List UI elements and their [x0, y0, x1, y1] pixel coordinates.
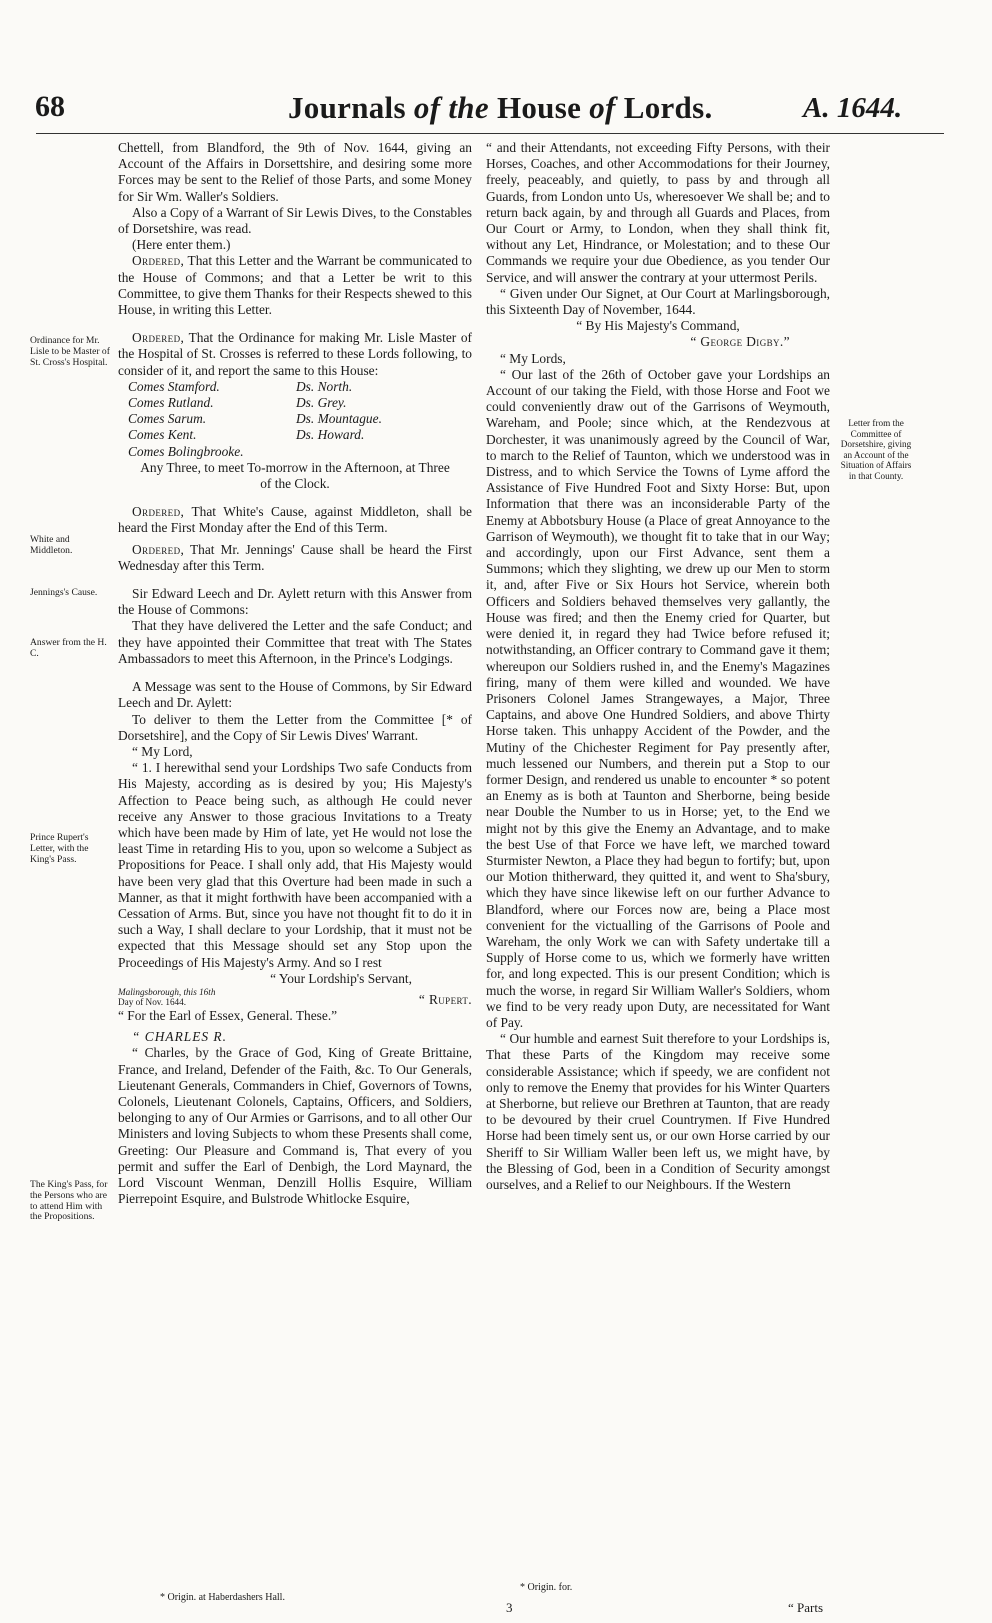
paragraph: Ordered, That the Ordinance for making Mr. Lisle Master of the Hospital of St. Crosses is referred to these Lords following, to consider of it, and report the same to this House:: [118, 330, 472, 378]
kings-heading: “ CHARLES R.: [132, 1029, 227, 1045]
page-number: 68: [35, 90, 65, 123]
paragraph: Sir Edward Leech and Dr. Aylett return with this Answer from the House of Commons:: [118, 586, 472, 618]
year-label: A. 1644.: [803, 92, 903, 124]
right-column: [486, 140, 830, 1193]
paragraph: Also a Copy of a Warrant of Sir Lewis Dives, to the Constables of Dorsetshire, was read.: [118, 204, 472, 237]
paragraph: Ordered, That this Letter and the Warrant be communicated to the House of Commons; and that a Letter be writ to this Committee, to give them Thanks for their Respects shewed to this House, in writing this Letter.: [118, 253, 472, 318]
paragraph: (Here enter them.): [132, 237, 231, 253]
paragraph: “ My Lord,: [132, 743, 193, 759]
running-header: [0, 90, 992, 130]
place-date: Malingsborough, this 16th Day of Nov. 1644.: [118, 986, 216, 1008]
margin-note-answer: Answer from the H. C.: [30, 637, 107, 659]
catchword: “ Parts: [788, 1600, 824, 1615]
paragraph: “ Our humble and earnest Suit therefore to your Lordships is, That these Parts of the Kingdom may receive some considerable Assistance; which if speedy, we are confident not only to remove the Enemy that provides for his Winter Quarters at Sherborne, but relieve our Brethren at Taunton, that are ready to be devoured by their cruel Countrymen. If Five Hundred Horse had been timely sent us, or our own Horse carried by our Sheriff to Sir William Waller been left us, we might have, by the Blessing of God, been in a Condition of Security amongst ourselves, and a Relief to our Neighbours. If the Western: [486, 1031, 830, 1192]
paragraph: Chettell, from Blandford, the 9th of Nov. 1644, giving an Account of the Affairs in Dorsettshire, and desiring some more Forces may be sent to the Relief of those Parts, and some Money for Sir Wm. Waller's Soldiers.: [118, 140, 472, 204]
margin-note-white: White and Middleton.: [30, 534, 73, 556]
paragraph: A Message was sent to the House of Commons, by Sir Edward Leech and Dr. Aylett:: [118, 679, 472, 711]
salutation: “ My Lords,: [500, 350, 566, 366]
signature-mark: 3: [506, 1600, 513, 1615]
paragraph: “ Our last of the 26th of October gave your Lordships an Account of our taking the Field, with those Horse and Foot we could conveniently draw out of the Garrisons of Weymouth, Wareham, and Poole; since which, at the Rendezvous at Dorchester, it was unanimously agreed by the Council of War, to march to the Relief of Taunton, which we understood was in Distress, and to which Service the Towns of Lyme afford the Assistance of Five Hundred Foot and Sixty Horse: But, upon Information that there was an inconsiderable Party of the Enemy at Abbotsbury House (a Place of great Annoyance to the Garrison of Weymouth), we thought fit to take that in our Way; and accordingly, upon our First Advance, sent them a Summons; which they slighting, we drew up our Men to storm it, and, after Five or Six Hours hot Service, wherein both Officers and Soldiers behaved themselves very gallantly, the House was fired; and then the Enemy cried for Quarter, but were denied it, in regard they had Twice before refused it; notwithstanding, an Officer contrary to Command gave it them; whereupon our Soldiers rushed in, and the Enemy's Magazines firing, many of them were killed and wounded. We have Prisoners Colonel James Strangewayes, a Major, Three Captains, and above One Hundred Soldiers, and above Thirty Horse taken. This unhappy Accident of the Powder, and the Mutiny of the Chichester Regiment for Pay presently after, much lessened our Numbers, and therein put a Stop to our former Design, and rendered us unable to encounter * so potent an Enemy as is both at Taunton and Sherborne, being beside near Double the Number to us in Horse; yet, to the End we might not by this give the Enemy an Advantage, and to make the best Use of that Force we have left, we marched toward Sturmister Newton, a Place they had begun to fortify; but, upon our Motion thitherward, they quitted it, and went to Sha'sbury, which they have since likewise left on our further Advance to Blandford, where our Forces now are, being a Place most convenient for the victualling of the Garrisons of Poole and Wareham, the only Work we can with Safety undertake till a Supply of Horse come to us, which we formerly have written for, and long expected. This is our present Condition; which is much the worse, in regard Sir William Waller's Soldiers, whom we find to be very ready upon Duty, are necessitated for Want of Pay.: [486, 366, 830, 1030]
running-title: Journals of the House of Lords.: [288, 90, 713, 125]
paragraph: “ and their Attendants, not exceeding Fifty Persons, with their Horses, Coaches, and other Accommodations for their Journey, freely, peaceably, and quietly, to pass by and through all Guards, from London unto Us, wheresoever We shall be; and to return back again, by and through all Guards and Places, from Our Court or Army, to London, when they shall think fit, without any Let, Hindrance, or Molestation; and to these Our Commands we require your due Obedience, as you tender Our Service, and will answer the contrary at your uttermost Perils.: [486, 140, 830, 285]
signer: “ George Digby.”: [690, 334, 790, 350]
paragraph: “ Given under Our Signet, at Our Court at Marlingsborough, this Sixteenth Day of November, 1644.: [486, 285, 830, 318]
margin-note-kings-pass: The King's Pass, for the Persons who are to attend Him with the Propositions.: [30, 1179, 108, 1223]
quorum-note: Any Three, to meet To-morrow in the Afternoon, at Three of the Clock.: [140, 459, 450, 492]
paragraph: Ordered, That White's Cause, against Middleton, shall be heard the First Monday after the End of this Term.: [118, 504, 472, 536]
margin-note-rupert: Prince Rupert's Letter, with the King's Pass.: [30, 832, 89, 865]
signature-line: [118, 987, 472, 1008]
paragraph: To deliver to them the Letter from the Committee [* of Dorsetshire], and the Copy of Sir Lewis Dives' Warrant.: [118, 711, 472, 743]
margin-note-jennings: Jennings's Cause.: [30, 587, 98, 598]
margin-note-dorset-letter: Letter from the Committee of Dorsetshire, giving an Account of the Situation of Affairs in that County.: [840, 418, 912, 481]
paragraph: “ Charles, by the Grace of God, King of Greate Brittaine, France, and Ireland, Defender of the Faith, &c. To Our Generals, Lieutenant Generals, Commanders in Chief, Governors of Towns, Colonels, Lieutenant Colonels, Captains, Officers, and Soldiers, belonging to any of Our Armies or Garrisons, and to all other Our Ministers and loving Subjects to whom these Presents shall come, Greeting: Our Pleasure and Command is, That every of you permit and suffer the Earl of Denbigh, the Lord Maynard, the Lord Viscount Wenman, Denzill Hollis Esquire, William Pierrepoint Esquire, and Bulstrode Whitlocke Esquire,: [118, 1045, 472, 1207]
footnote-right: * Origin. for.: [520, 1582, 573, 1593]
lords-list: Comes Stamford. Ds. North. Comes Rutland. Ds. Grey. Comes Sarum. Ds. Mountague. Comes Kent. Ds. Howard. Comes Bolingbrooke.: [128, 378, 382, 459]
left-column: [118, 140, 472, 1207]
margin-note-ordinance: Ordinance for Mr. Lisle to be Master of St. Cross's Hospital.: [30, 335, 110, 368]
header-rule: [36, 133, 944, 134]
paragraph: “ By His Majesty's Command,: [576, 318, 740, 334]
footnote-left: * Origin. at Haberdashers Hall.: [160, 1592, 285, 1603]
signer: “ Rupert.: [418, 991, 472, 1007]
paragraph: “ 1. I herewithal send your Lordships Two safe Conducts from His Majesty, according as is desired by you; His Majesty's Affection to Peace being such, as although He could never receive any Answer to those gracious Invitations to a Treaty which have been made by Him of late, yet He would not lose the least Time in retarding His to you, upon so welcome a Subject as Propositions for Peace. I shall only add, that His Majesty would have been very glad that this Overture had been made in such a Manner, as that it might forthwith have been accompanied with a Cessation of Arms. But, since you have not thought fit to do it in such a Way, I shall declare to your Lordship, that it must not be expected that this Message should set any Stop upon the Proceedings of His Majesty's Army. And so I rest: [118, 760, 472, 970]
paragraph: Ordered, That Mr. Jennings' Cause shall be heard the First Wednesday after this Term.: [118, 541, 472, 573]
closing: “ Your Lordship's Servant,: [270, 970, 412, 986]
paragraph: “ For the Earl of Essex, General. These.”: [118, 1007, 338, 1023]
paragraph: That they have delivered the Letter and the safe Conduct; and they have appointed their Committee that treat with The States Ambassadors to meet this Afternoon, in the Prince's Lodgings.: [118, 618, 472, 666]
